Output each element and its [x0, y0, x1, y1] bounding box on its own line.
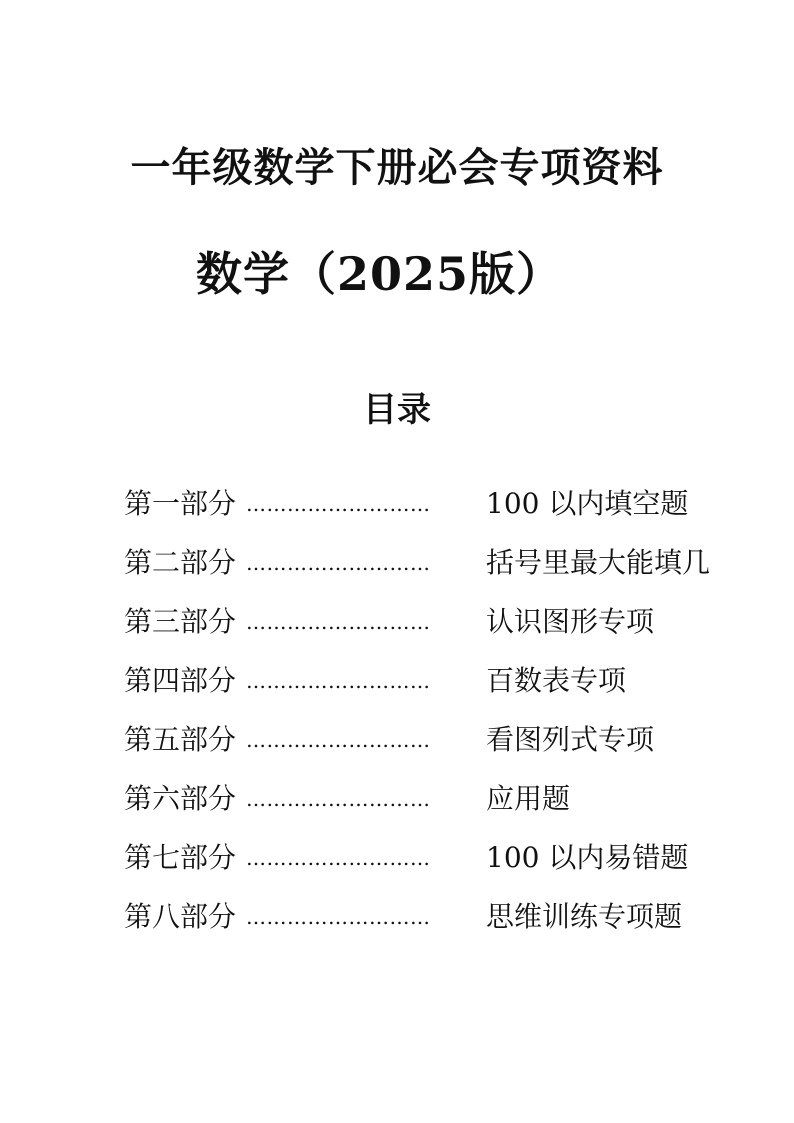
toc-leader-dots: ………………………: [246, 786, 431, 811]
toc-item-part-5: [124, 708, 764, 767]
toc-leader-dots: ………………………: [246, 668, 431, 693]
document-title: 一年级数学下册必会专项资料: [130, 144, 664, 191]
toc-topic: 括号里最大能填几: [486, 545, 711, 579]
toc-leader-dots: ………………………: [246, 727, 431, 752]
toc-part-label: 第五部分: [124, 722, 237, 756]
toc-part-label: 第八部分: [124, 899, 237, 933]
toc-topic: 认识图形专项: [486, 604, 655, 638]
toc-part-label: 第六部分: [124, 781, 237, 815]
toc-leader-dots: ………………………: [246, 845, 431, 870]
toc-topic: 百数表专项: [486, 663, 627, 697]
table-of-contents: [124, 472, 764, 944]
toc-leader-dots: ………………………: [246, 904, 431, 929]
toc-topic: 100 以内填空题: [486, 486, 689, 520]
toc-topic: 思维训练专项题: [486, 899, 683, 933]
toc-leader-dots: ………………………: [246, 550, 431, 575]
toc-item-part-8: [124, 885, 764, 944]
toc-item-part-4: [124, 649, 764, 708]
toc-item-part-2: [124, 531, 764, 590]
toc-part-label: 第三部分: [124, 604, 237, 638]
toc-part-label: 第七部分: [124, 840, 237, 874]
toc-item-part-3: [124, 590, 764, 649]
toc-item-part-7: [124, 826, 764, 885]
toc-leader-dots: ………………………: [246, 609, 431, 634]
toc-topic: 100 以内易错题: [486, 840, 689, 874]
toc-item-part-1: [124, 472, 764, 531]
toc-part-label: 第四部分: [124, 663, 237, 697]
toc-topic: 应用题: [486, 781, 571, 815]
toc-item-part-6: [124, 767, 764, 826]
toc-topic: 看图列式专项: [486, 722, 655, 756]
toc-leader-dots: ………………………: [246, 491, 431, 516]
toc-part-label: 第一部分: [124, 486, 237, 520]
toc-part-label: 第二部分: [124, 545, 237, 579]
document-subtitle: 数学（2025版）: [196, 247, 564, 301]
toc-heading: 目录: [363, 390, 431, 430]
